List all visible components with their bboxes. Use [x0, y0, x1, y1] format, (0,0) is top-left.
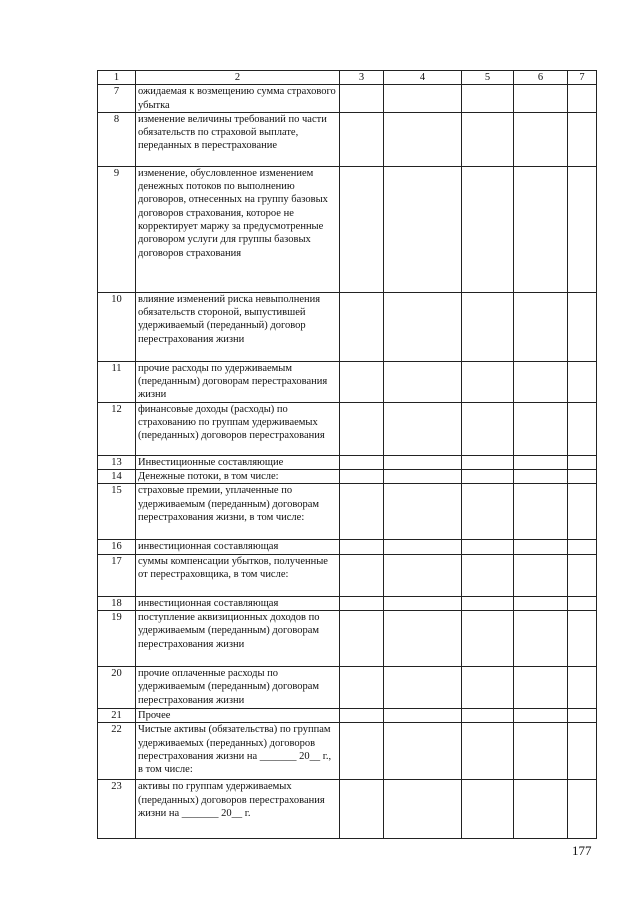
row-description: инвестиционная составляющая [136, 540, 340, 554]
row-number: 21 [98, 708, 136, 722]
value-cell [462, 666, 514, 708]
value-cell [462, 85, 514, 113]
row-description: ожидаемая к возмещению сумма страхового убытка [136, 85, 340, 113]
value-cell [462, 455, 514, 469]
value-cell [462, 166, 514, 292]
value-cell [568, 554, 597, 596]
table-row [98, 484, 597, 540]
value-cell [384, 470, 462, 484]
value-cell [340, 780, 384, 839]
row-description: изменение, обусловленное изменением денежных потоков по выполнению договоров, отнесенных на группу базовых договоров страхования, которое не корректирует маржу за предусмотренные договором услуги для группы базовых договоров страхования [136, 166, 340, 292]
table-row [98, 540, 597, 554]
value-cell [514, 723, 568, 780]
value-cell [462, 596, 514, 610]
table-row [98, 610, 597, 666]
value-cell [384, 166, 462, 292]
value-cell [514, 596, 568, 610]
value-cell [514, 470, 568, 484]
value-cell [568, 596, 597, 610]
table-row [98, 85, 597, 113]
row-description: Денежные потоки, в том числе: [136, 470, 340, 484]
value-cell [340, 455, 384, 469]
value-cell [340, 596, 384, 610]
value-cell [384, 540, 462, 554]
value-cell [462, 554, 514, 596]
value-cell [384, 780, 462, 839]
page-number: 177 [572, 843, 592, 858]
header-row [98, 71, 597, 85]
col-header-4: 4 [384, 71, 462, 85]
value-cell [568, 780, 597, 839]
table-row [98, 666, 597, 708]
value-cell [340, 723, 384, 780]
table-row [98, 361, 597, 402]
row-number: 17 [98, 554, 136, 596]
table-row [98, 723, 597, 780]
row-number: 12 [98, 402, 136, 455]
value-cell [384, 402, 462, 455]
col-header-5: 5 [462, 71, 514, 85]
value-cell [462, 361, 514, 402]
row-description: инвестиционная составляющая [136, 596, 340, 610]
row-description: страховые премии, уплаченные по удерживаемым (переданным) договорам перестрахования жизни, в том числе: [136, 484, 340, 540]
value-cell [514, 666, 568, 708]
value-cell [568, 470, 597, 484]
row-number: 22 [98, 723, 136, 780]
row-number: 11 [98, 361, 136, 402]
value-cell [514, 455, 568, 469]
table-row [98, 708, 597, 722]
value-cell [568, 455, 597, 469]
value-cell [340, 540, 384, 554]
value-cell [568, 610, 597, 666]
value-cell [514, 361, 568, 402]
col-header-2: 2 [136, 71, 340, 85]
value-cell [462, 484, 514, 540]
row-number: 18 [98, 596, 136, 610]
value-cell [384, 610, 462, 666]
value-cell [384, 292, 462, 361]
col-header-6: 6 [514, 71, 568, 85]
row-number: 13 [98, 455, 136, 469]
row-number: 19 [98, 610, 136, 666]
value-cell [462, 610, 514, 666]
row-description: прочие оплаченные расходы по удерживаемым (переданным) договорам перестрахования жизни [136, 666, 340, 708]
value-cell [340, 112, 384, 166]
value-cell [384, 85, 462, 113]
value-cell [462, 723, 514, 780]
row-number: 23 [98, 780, 136, 839]
table-row [98, 402, 597, 455]
value-cell [568, 112, 597, 166]
col-header-1: 1 [98, 71, 136, 85]
row-description: суммы компенсации убытков, полученные от перестраховщика, в том числе: [136, 554, 340, 596]
value-cell [462, 112, 514, 166]
value-cell [568, 708, 597, 722]
value-cell [462, 402, 514, 455]
row-description: влияние изменений риска невыполнения обязательств стороной, выпустившей удерживаемый (переданный) договор перестрахования жизни [136, 292, 340, 361]
value-cell [514, 402, 568, 455]
value-cell [384, 455, 462, 469]
value-cell [514, 708, 568, 722]
table-row [98, 596, 597, 610]
value-cell [340, 484, 384, 540]
value-cell [568, 484, 597, 540]
col-header-3: 3 [340, 71, 384, 85]
row-description: Прочее [136, 708, 340, 722]
value-cell [384, 484, 462, 540]
value-cell [568, 402, 597, 455]
value-cell [462, 292, 514, 361]
value-cell [568, 540, 597, 554]
value-cell [340, 470, 384, 484]
table-row [98, 455, 597, 469]
row-number: 9 [98, 166, 136, 292]
table-row [98, 554, 597, 596]
value-cell [462, 708, 514, 722]
value-cell [568, 666, 597, 708]
value-cell [462, 780, 514, 839]
value-cell [340, 361, 384, 402]
value-cell [568, 361, 597, 402]
value-cell [340, 666, 384, 708]
row-number: 20 [98, 666, 136, 708]
row-number: 8 [98, 112, 136, 166]
value-cell [340, 402, 384, 455]
value-cell [384, 666, 462, 708]
table-row [98, 470, 597, 484]
value-cell [340, 292, 384, 361]
row-number: 16 [98, 540, 136, 554]
value-cell [514, 540, 568, 554]
row-number: 7 [98, 85, 136, 113]
report-table [97, 70, 597, 839]
value-cell [384, 112, 462, 166]
value-cell [514, 554, 568, 596]
table-row [98, 112, 597, 166]
value-cell [514, 166, 568, 292]
value-cell [340, 166, 384, 292]
value-cell [514, 610, 568, 666]
value-cell [514, 780, 568, 839]
col-header-7: 7 [568, 71, 597, 85]
table-row [98, 292, 597, 361]
value-cell [514, 292, 568, 361]
table-row [98, 780, 597, 839]
value-cell [340, 554, 384, 596]
row-description: Инвестиционные составляющие [136, 455, 340, 469]
value-cell [514, 112, 568, 166]
value-cell [340, 610, 384, 666]
row-description: активы по группам удерживаемых (переданных) договоров перестрахования жизни на _______ 20__ г. [136, 780, 340, 839]
value-cell [462, 540, 514, 554]
value-cell [384, 596, 462, 610]
value-cell [340, 708, 384, 722]
row-number: 14 [98, 470, 136, 484]
value-cell [462, 470, 514, 484]
row-description: финансовые доходы (расходы) по страхованию по группам удерживаемых (переданных) договоров перестрахования [136, 402, 340, 455]
row-description: изменение величины требований по части обязательств по страховой выплате, переданных в перестрахование [136, 112, 340, 166]
value-cell [514, 85, 568, 113]
value-cell [340, 85, 384, 113]
row-description: поступление аквизиционных доходов по удерживаемым (переданным) договорам перестрахования жизни [136, 610, 340, 666]
row-description: прочие расходы по удерживаемым (переданным) договорам перестрахования жизни [136, 361, 340, 402]
row-number: 10 [98, 292, 136, 361]
value-cell [568, 292, 597, 361]
value-cell [384, 708, 462, 722]
value-cell [568, 85, 597, 113]
value-cell [384, 554, 462, 596]
table-row [98, 166, 597, 292]
row-description: Чистые активы (обязательства) по группам удерживаемых (переданных) договоров перестрахования жизни на _______ 20__ г., в том числе: [136, 723, 340, 780]
value-cell [384, 723, 462, 780]
value-cell [384, 361, 462, 402]
row-number: 15 [98, 484, 136, 540]
value-cell [514, 484, 568, 540]
value-cell [568, 166, 597, 292]
value-cell [568, 723, 597, 780]
